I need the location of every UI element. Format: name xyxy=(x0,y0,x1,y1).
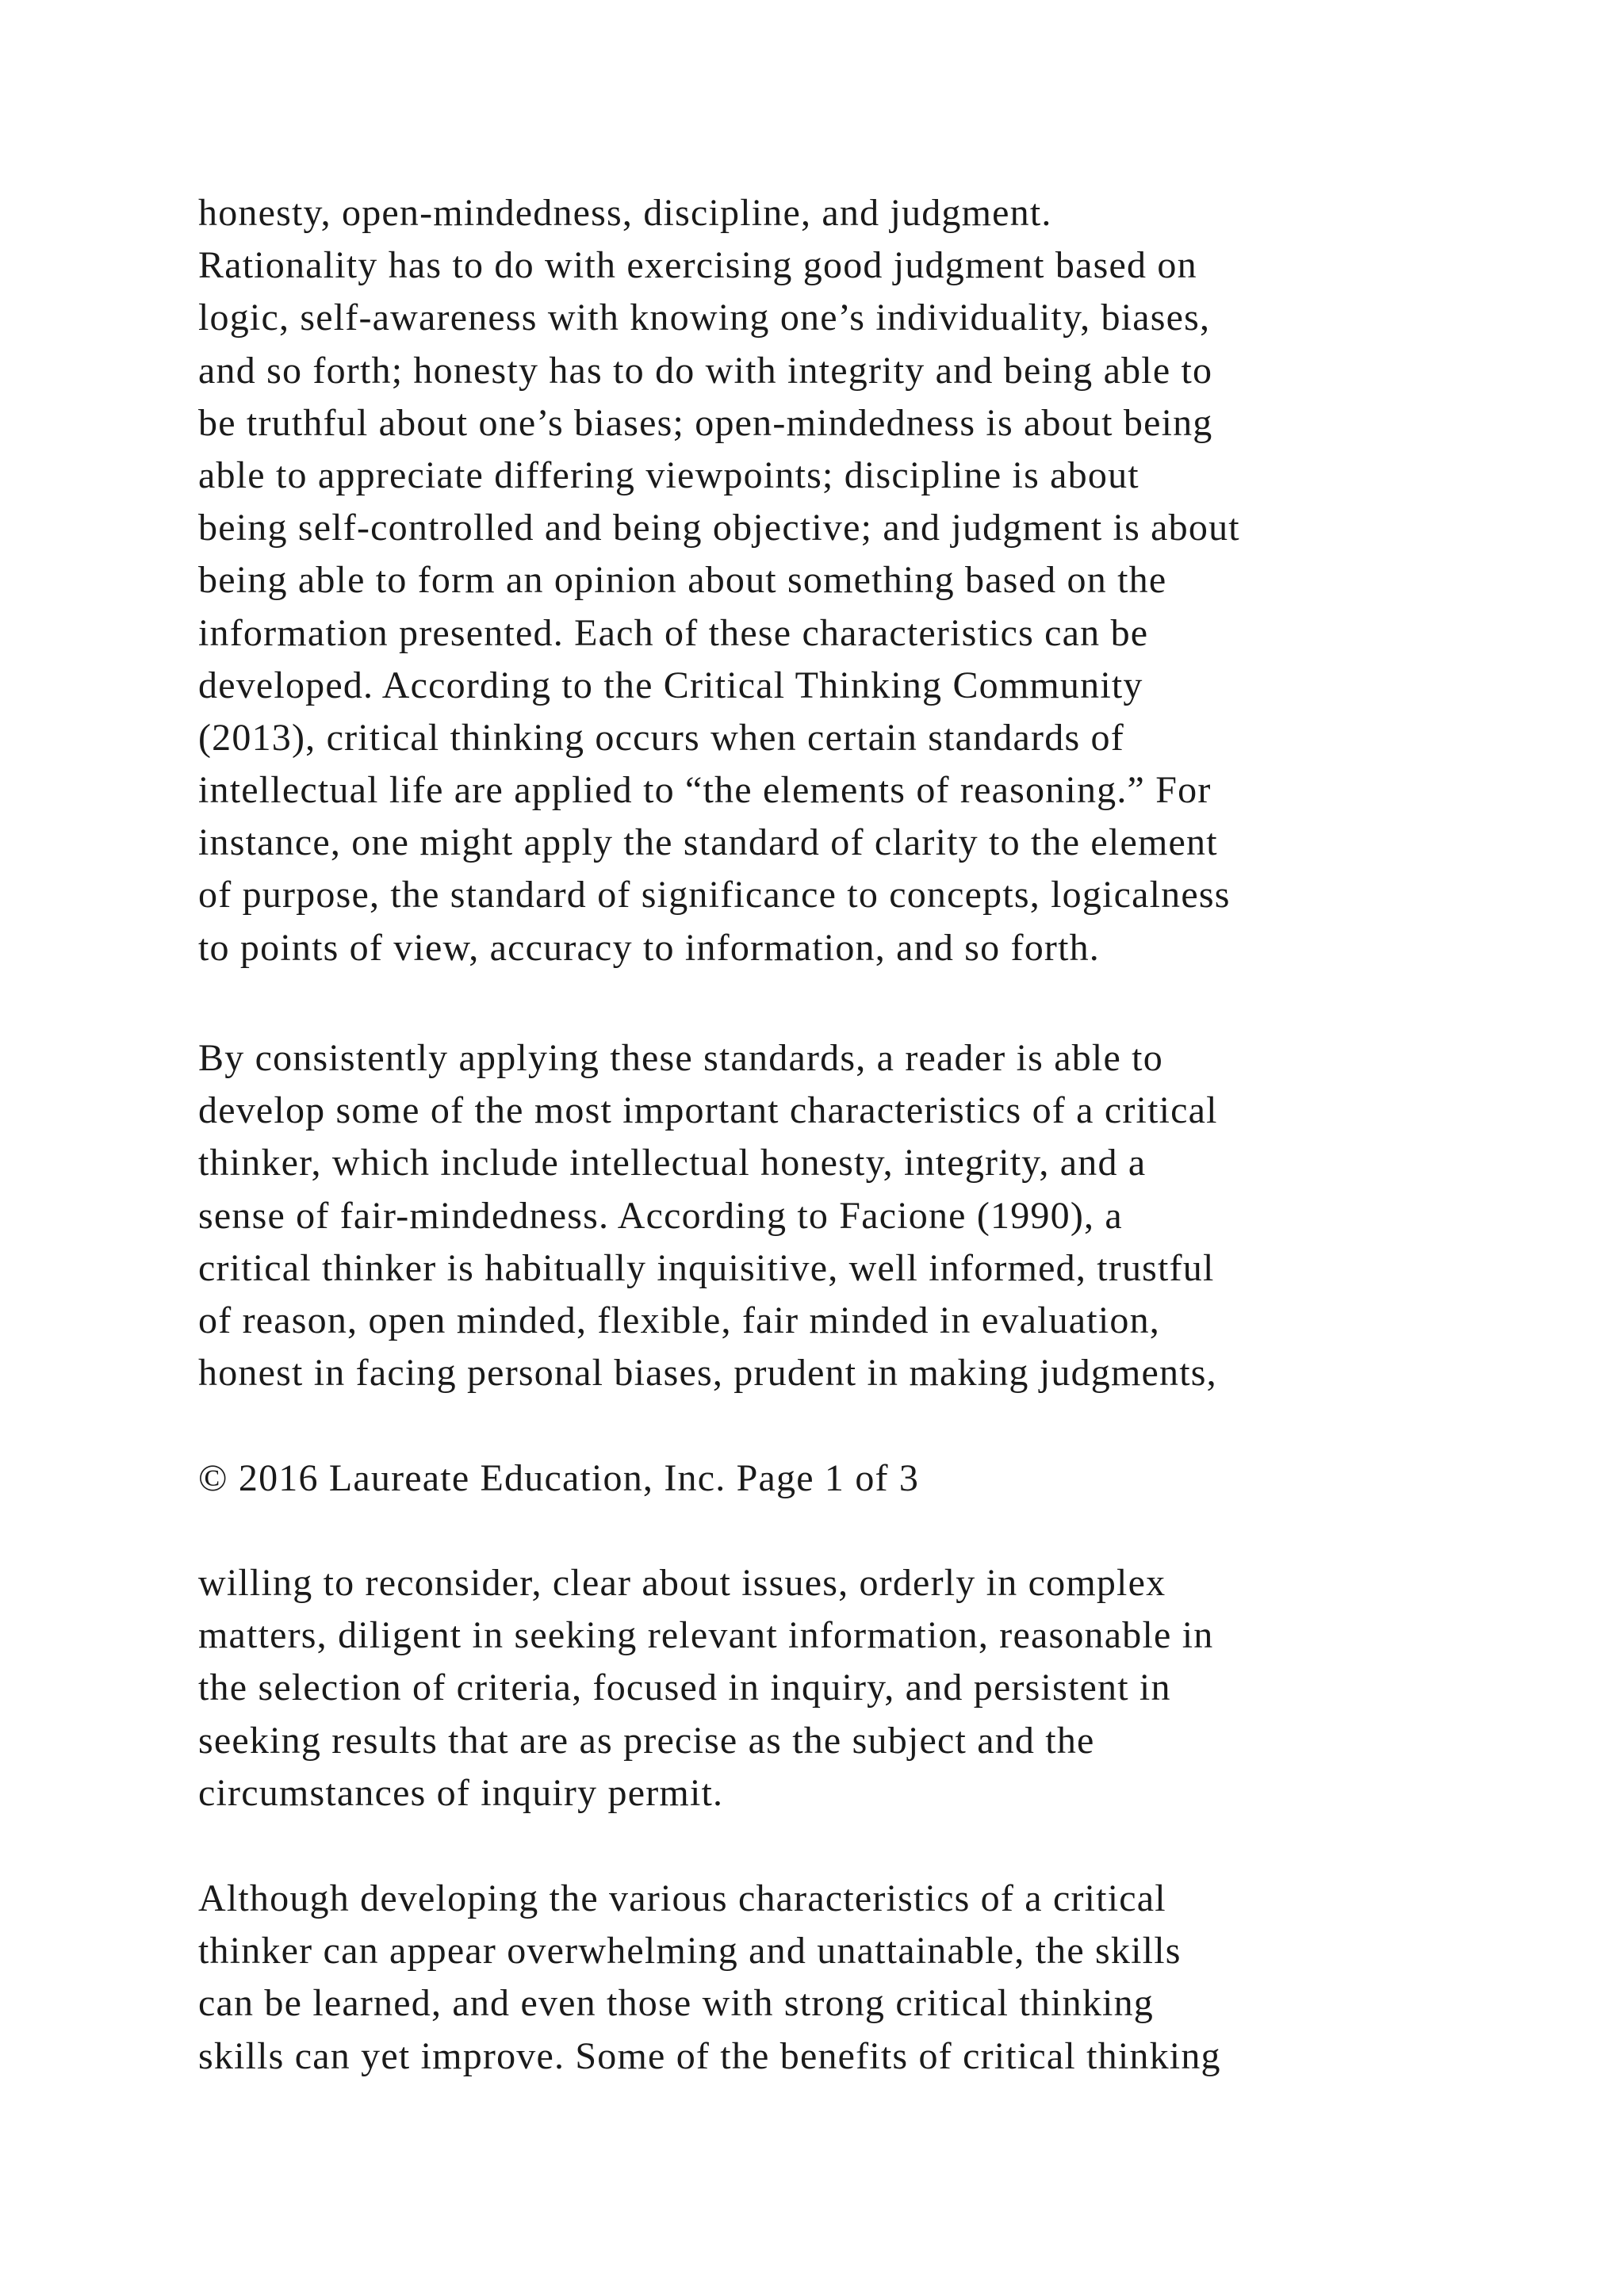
paragraph-4 xyxy=(198,1873,1507,2083)
text-line: thinker can appear overwhelming and unattainable, the skills xyxy=(198,1930,1182,1973)
text-line: instance, one might apply the standard of clarity to the element xyxy=(198,821,1218,864)
copyright-text: © 2016 Laureate Education, Inc. Page 1 of 3 xyxy=(198,1457,920,1499)
text-line: skills can yet improve. Some of the benefits of critical thinking xyxy=(198,2034,1221,2077)
text-line: logic, self-awareness with knowing one’s individuality, biases, xyxy=(198,297,1211,339)
text-line: being self-controlled and being objective; and judgment is about xyxy=(198,507,1240,549)
page-footer xyxy=(198,1452,1507,1505)
text-line: thinker, which include intellectual honesty, integrity, and a xyxy=(198,1142,1147,1184)
text-line: honesty, open-mindedness, discipline, and judgment. xyxy=(198,192,1052,234)
text-line: of purpose, the standard of significance to concepts, logicalness xyxy=(198,874,1231,916)
text-line: intellectual life are applied to “the elements of reasoning.” For xyxy=(198,769,1212,812)
paragraph-2 xyxy=(198,1032,1507,1399)
text-line: (2013), critical thinking occurs when certain standards of xyxy=(198,716,1124,759)
text-line: able to appreciate differing viewpoints; discipline is about xyxy=(198,453,1139,496)
text-line: circumstances of inquiry permit. xyxy=(198,1771,724,1814)
text-line: Although developing the various characteristics of a critical xyxy=(198,1877,1166,1919)
text-line: sense of fair-mindedness. According to Facione (1990), a xyxy=(198,1194,1123,1237)
text-line: of reason, open minded, flexible, fair minded in evaluation, xyxy=(198,1299,1160,1341)
text-line: Rationality has to do with exercising good judgment based on xyxy=(198,244,1197,287)
text-line: critical thinker is habitually inquisitive, well informed, trustful xyxy=(198,1246,1215,1289)
text-line: developed. According to the Critical Thinking Community xyxy=(198,664,1143,706)
text-line: develop some of the most important characteristics of a critical xyxy=(198,1089,1218,1132)
text-line: willing to reconsider, clear about issues, orderly in complex xyxy=(198,1562,1166,1604)
text-line: seeking results that are as precise as the subject and the xyxy=(198,1719,1095,1762)
paragraph-3 xyxy=(198,1557,1507,1820)
text-line: being able to form an opinion about something based on the xyxy=(198,559,1167,602)
text-line: be truthful about one’s biases; open-mindedness is about being xyxy=(198,401,1213,444)
paragraph-1 xyxy=(198,187,1507,974)
text-line: matters, diligent in seeking relevant information, reasonable in xyxy=(198,1614,1214,1657)
text-line: and so forth; honesty has to do with integrity and being able to xyxy=(198,349,1213,392)
text-line: to points of view, accuracy to information, and so forth. xyxy=(198,926,1101,969)
text-line: can be learned, and even those with strong critical thinking xyxy=(198,1982,1154,2025)
text-line: honest in facing personal biases, prudent in making judgments, xyxy=(198,1352,1217,1395)
text-line: By consistently applying these standards, a reader is able to xyxy=(198,1037,1163,1079)
text-line: information presented. Each of these characteristics can be xyxy=(198,611,1149,654)
text-line: the selection of criteria, focused in inquiry, and persistent in xyxy=(198,1667,1171,1709)
